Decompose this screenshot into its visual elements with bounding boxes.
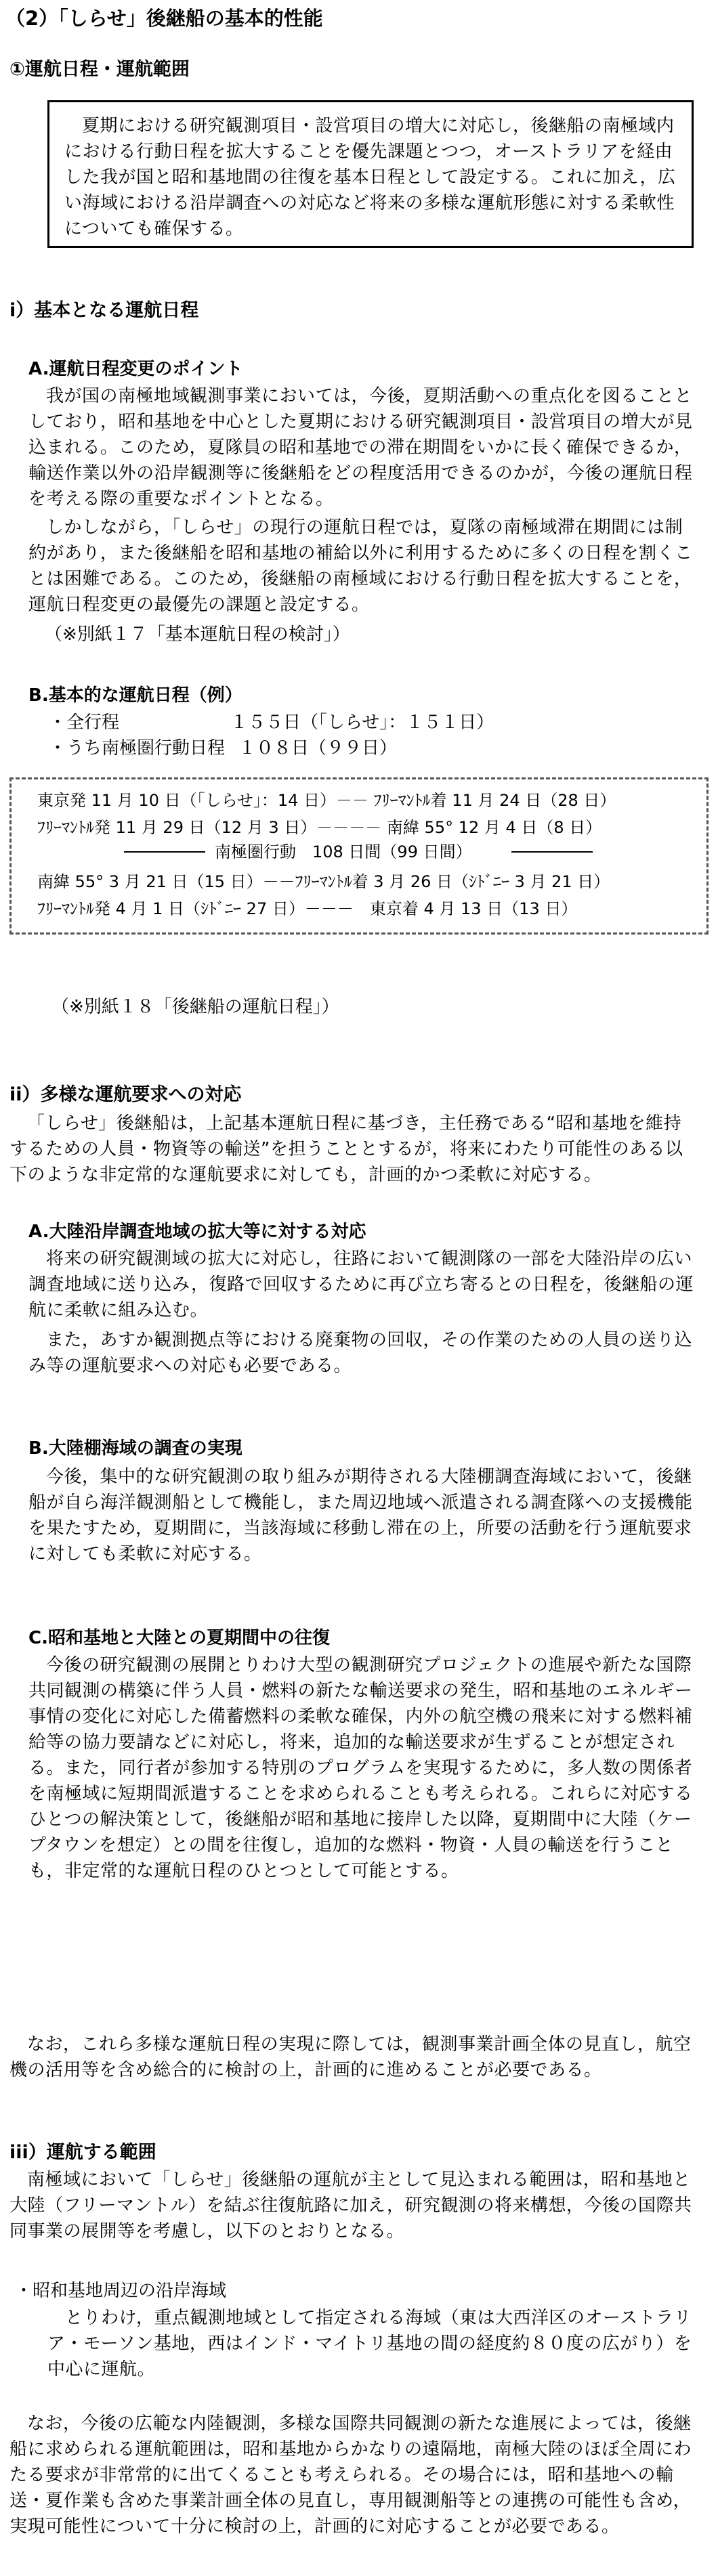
part-ii-closing: なお，これら多様な運航日程の実現に際しては，観測事業計画全体の見直し，航空機の活用等を含め総合的に検討の上，計画的に進めることが必要である。 bbox=[9, 2034, 692, 2080]
part-iii-intro: 南極域において「しらせ」後継船の運航が主として見込まれる範囲は，昭和基地と大陸（フリーマントル）を結ぶ往復航路に加え，研究観測の将来構想，今後の国際共同事業の展開等を考慮し，以下のとおりとなる。 bbox=[9, 2170, 692, 2241]
part-ii-b-para1: 今後，集中的な研究観測の取り組みが期待される大陸棚調査海域において，後継船が自ら海洋観測船として機能し，また周辺地域へ派遣される調査隊への支援機能を果たすため，夏期間に，当該海域に移動し滞在の上，所要の活動を行う運航要求に対しても柔軟に対応する。 bbox=[28, 1467, 693, 1564]
schedule-row-label: ・全行程 bbox=[49, 712, 120, 733]
part-i-a-heading: A.運航日程変更のポイント bbox=[28, 359, 243, 379]
part-ii-title: ii）多様な運航要求への対応 bbox=[9, 1084, 242, 1105]
summary-text: 夏期における研究観測項目・設営項目の増大に対応し，後継船の南極域内における行動日程を拡大することを優先課題とつつ，オーストラリアを経由した我が国と昭和基地間の往復を基本日程として設定する。これに加え，広い海域における沿岸調査への対応など将来の多様な運航形態に対する柔軟性についても確保する。 bbox=[64, 116, 676, 239]
summary-box bbox=[47, 100, 694, 248]
schedule-row-label: ・うち南極圏行動日程 bbox=[49, 738, 226, 758]
schedule-divider bbox=[124, 851, 205, 853]
part-ii-b-heading: B.大陸棚海域の調査の実現 bbox=[28, 1438, 242, 1459]
part-i-b-reference: （※別紙１８「後継船の運航日程」） bbox=[51, 997, 339, 1017]
schedule-line: 東京発 11 月 10 日（「しらせ」：14 日）－－ ﾌﾘｰﾏﾝﾄﾙ着 11 月 24 日（28 日） bbox=[37, 791, 616, 810]
part-i-title: i）基本となる運航日程 bbox=[9, 300, 199, 321]
part-iii-title: iii）運航する範囲 bbox=[9, 2142, 156, 2163]
part-i-a-para2: しかしながら，「しらせ」の現行の運航日程では，夏隊の南極域滞在期間には制約があり，また後継船を昭和基地の補給以外に利用するために多くの日程を割くことは困難である。このため，後継船の南極域における行動日程を拡大することを，運航日程変更の最優先の課題と設定する。 bbox=[28, 517, 693, 615]
part-ii-c-heading: C.昭和基地と大陸との夏期間中の往復 bbox=[28, 1628, 330, 1648]
part-ii-intro: 「しらせ」後継船は，上記基本運航日程に基づき，主任務である“昭和基地を維持するための人員・物資等の輸送”を担うこととするが，将来にわたり可能性のある以下のような非定常的な運航要求に対しても，計画的かつ柔軟に対応する。 bbox=[9, 1113, 683, 1185]
schedule-line: 南極圏行動 108 日間（99 日間） bbox=[215, 842, 472, 861]
part-iii-bullet-heading: ・昭和基地周辺の沿岸海域 bbox=[15, 2281, 227, 2301]
part-ii-c-para1: 今後の研究観測の展開とりわけ大型の観測研究プロジェクトの進展や新たな国際共同観測の構築に伴う人員・燃料の新たな輸送要求の発生，昭和基地のエネルギー事情の変化に対応した備蓄燃料の柔軟な確保，内外の航空機の飛来に対する燃料補給等の協力要請などに対応し，将来，追加的な輸送要求が生ずることが想定される。また，同行者が参加する特別のプログラムを実現するために，多人数の関係者を南極域に短期間派遣することを求められることも考えられる。これらに対応するひとつの解決策として，後継船が昭和基地に接岸した以降，夏期間中に大陸（ケープタウンを想定）との間を往復し，追加的な燃料・物資・人員の輸送を行うことも，非定常的な運航日程のひとつとして可能とする。 bbox=[28, 1655, 693, 1881]
subsection-title: ①運航日程・運航範囲 bbox=[9, 59, 190, 80]
part-iii-bullet-text: とりわけ，重点観測地域として指定される海域（東は大西洋区のオーストラリア・モーソン基地，西はインド・マイトリ基地の間の経度約８０度の広がり）を中心に運航。 bbox=[47, 2308, 692, 2380]
schedule-row-value: １０８日（９９日） bbox=[238, 738, 398, 758]
part-i-a-para1: 我が国の南極地域観測事業においては，今後，夏期活動への重点化を図ることとしており，昭和基地を中心とした夏期における研究観測項目・設営項目の増大が見込まれる。このため，夏隊員の昭和基地での滞在期間をいかに長く確保できるか，輸送作業以外の沿岸観測等に後継船をどの程度活用できるのかが，今後の運航日程を考える際の重要なポイントとなる。 bbox=[28, 386, 693, 509]
schedule-box bbox=[9, 777, 709, 935]
schedule-line: 南緯 55° 3 月 21 日（15 日）－－ﾌﾘｰﾏﾝﾄﾙ着 3 月 26 日（ｼﾄﾞﾆｰ 3 月 21 日） bbox=[37, 872, 610, 891]
part-ii-a-para1: 将来の研究観測域の拡大に対応し，往路において観測隊の一部を大陸沿岸の広い調査地域に送り込み，復路で回収するために再び立ち寄るとの日程を，後継船の運航に柔軟に組み込む。 bbox=[28, 1249, 694, 1321]
part-i-a-reference: （※別紙１７「基本運航日程の検討」） bbox=[45, 624, 350, 645]
part-ii-a-para2: また，あすか観測拠点等における廃棄物の回収，その作業のための人員の送り込み等の運航要求への対応も必要である。 bbox=[28, 1330, 693, 1376]
section-title: （2）「しらせ」後継船の基本的性能 bbox=[5, 7, 323, 30]
part-i-b-heading: B.基本的な運航日程（例） bbox=[28, 685, 242, 706]
schedule-line: ﾌﾘｰﾏﾝﾄﾙ発 4 月 1 日（ｼﾄﾞﾆｰ 27 日）－－－ 東京着 4 月 13 日（13 日） bbox=[37, 899, 578, 918]
schedule-divider bbox=[511, 851, 593, 853]
schedule-line: ﾌﾘｰﾏﾝﾄﾙ発 11 月 29 日（12 月 3 日）－－－－ 南緯 55° 12 月 4 日（8 日） bbox=[37, 818, 602, 837]
part-iii-closing: なお，今後の広範な内陸観測，多様な国際共同観測の新たな進展によっては，後継船に求められる運航範囲は，昭和基地からかなりの遠隔地，南極大陸のほぼ全周にわたる要求が非常常的に出てくることも考えられる。その場合には，昭和基地への輸送・夏作業も含めた事業計画全体の見直し，専用観測船等との連携の可能性も含め，実現可能性について十分に検討の上，計画的に対応することが必要である。 bbox=[9, 2413, 692, 2537]
schedule-row-value: １５５日（「しらせ」：１５１日） bbox=[230, 712, 494, 733]
part-ii-a-heading: A.大陸沿岸調査地域の拡大等に対する対応 bbox=[28, 1222, 366, 1242]
